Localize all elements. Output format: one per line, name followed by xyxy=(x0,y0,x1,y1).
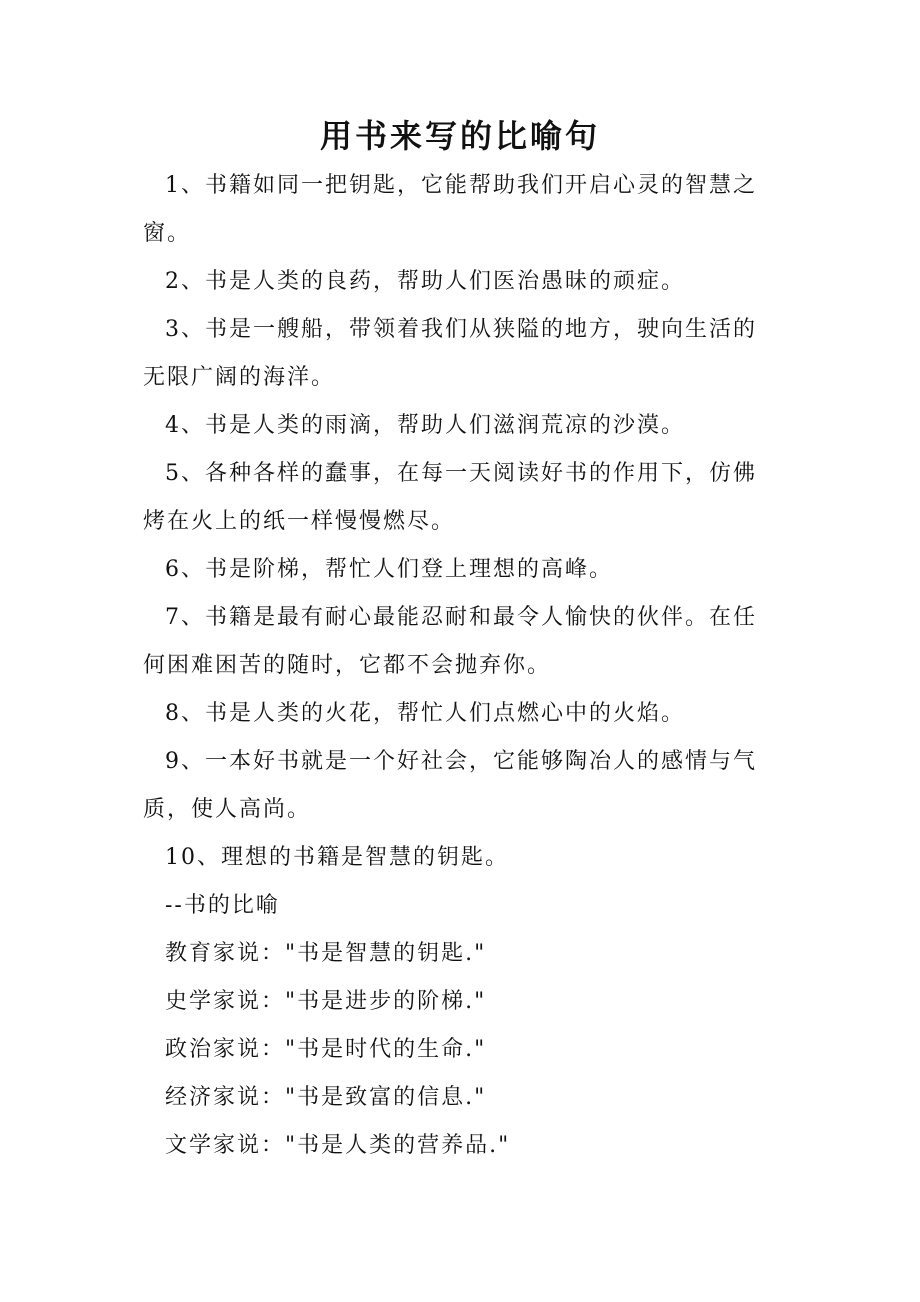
paragraph-7: 7、书籍是最有耐心最能忍耐和最令人愉快的伙伴。在任何困难困苦的随时，它都不会抛弃你。 xyxy=(143,605,757,678)
paragraph-2: 2、书是人类的良药，帮助人们医治愚昧的顽症。 xyxy=(165,269,685,294)
paragraph-10: 10、理想的书籍是智慧的钥匙。 xyxy=(165,845,509,870)
paragraph-4: 4、书是人类的雨滴，帮助人们滋润荒凉的沙漠。 xyxy=(165,413,685,438)
paragraph-1: 1、书籍如同一把钥匙，它能帮助我们开启心灵的智慧之窗。 xyxy=(143,173,757,246)
quote-economist: 经济家说："书是致富的信息." xyxy=(165,1085,487,1110)
document-body xyxy=(143,162,773,1170)
paragraph-3: 3、书是一艘船，带领着我们从狭隘的地方，驶向生活的无限广阔的海洋。 xyxy=(143,317,757,390)
quote-writer: 文学家说："书是人类的营养品." xyxy=(165,1133,511,1158)
quote-historian: 史学家说："书是进步的阶梯." xyxy=(165,989,487,1014)
paragraph-8: 8、书是人类的火花，帮忙人们点燃心中的火焰。 xyxy=(165,701,685,726)
quote-educator: 教育家说："书是智慧的钥匙." xyxy=(165,941,487,966)
paragraph-6: 6、书是阶梯，帮忙人们登上理想的高峰。 xyxy=(165,557,613,582)
paragraph-5: 5、各种各样的蠢事，在每一天阅读好书的作用下，仿佛烤在火上的纸一样慢慢燃尽。 xyxy=(143,461,757,534)
page-title: 用书来写的比喻句 xyxy=(319,117,600,155)
quote-politician: 政治家说："书是时代的生命." xyxy=(165,1037,487,1062)
section-subtitle: --书的比喻 xyxy=(165,893,280,918)
paragraph-9: 9、一本好书就是一个好社会，它能够陶冶人的感情与气质，使人高尚。 xyxy=(143,749,757,822)
